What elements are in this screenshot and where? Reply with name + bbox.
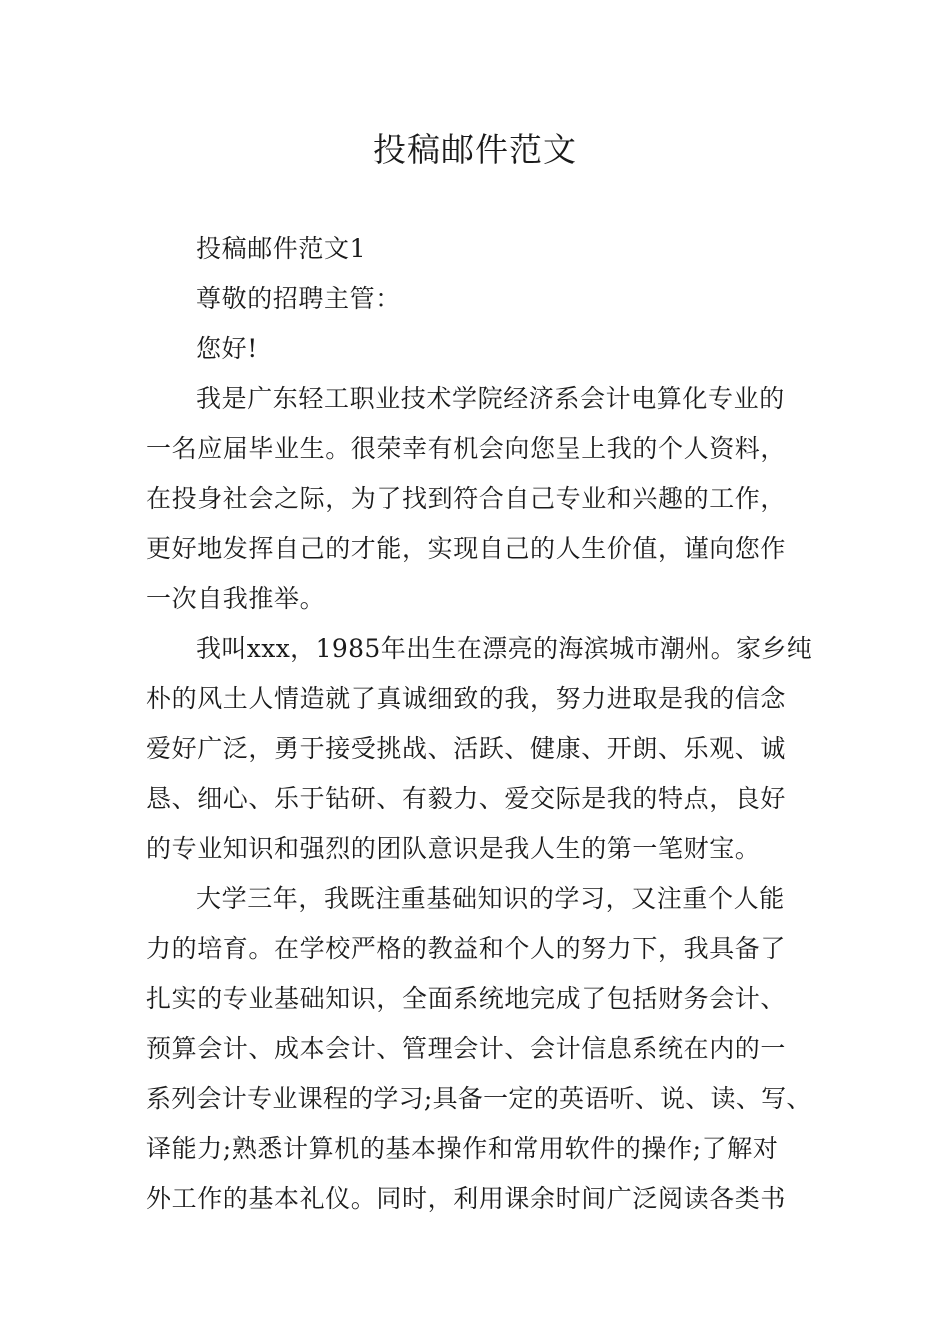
text-line: 我叫xxx，1985年出生在漂亮的海滨城市潮州。家乡纯: [196, 634, 813, 663]
text-line: 一名应届毕业生。很荣幸有机会向您呈上我的个人资料，: [146, 434, 787, 463]
text-line: 在投身社会之际，为了找到符合自己专业和兴趣的工作，: [146, 484, 787, 513]
text-line: 朴的风土人情造就了真诚细致的我，努力进取是我的信念: [146, 684, 787, 713]
text-line: 大学三年，我既注重基础知识的学习，又注重个人能: [196, 884, 785, 913]
text-line: 更好地发挥自己的才能，实现自己的人生价值，谨向您作: [146, 534, 787, 563]
text-line: 力的培育。在学校严格的教益和个人的努力下，我具备了: [146, 934, 787, 963]
document-body: [146, 224, 812, 1224]
text-line: 您好!: [196, 334, 258, 363]
text-line: 我是广东轻工职业技术学院经济系会计电算化专业的: [196, 384, 785, 413]
document-title: 投稿邮件范文: [373, 130, 577, 169]
text-line: 的专业知识和强烈的团队意识是我人生的第一笔财宝。: [146, 834, 761, 863]
text-line: 爱好广泛，勇于接受挑战、活跃、健康、开朗、乐观、诚: [146, 734, 787, 763]
text-line: 恳、细心、乐于钻研、有毅力、爱交际是我的特点，良好: [146, 784, 787, 813]
text-line: 预算会计、成本会计、管理会计、会计信息系统在内的一: [146, 1034, 787, 1063]
text-line: 投稿邮件范文1: [196, 234, 367, 263]
text-line: 系列会计专业课程的学习;具备一定的英语听、说、读、写、: [146, 1084, 812, 1113]
text-line: 译能力;熟悉计算机的基本操作和常用软件的操作;了解对: [146, 1134, 779, 1163]
text-line: 尊敬的招聘主管：: [196, 284, 401, 313]
text-line: 扎实的专业基础知识，全面系统地完成了包括财务会计、: [146, 984, 787, 1013]
text-line: 外工作的基本礼仪。同时，利用课余时间广泛阅读各类书: [146, 1184, 787, 1213]
text-line: 一次自我推举。: [146, 584, 326, 613]
